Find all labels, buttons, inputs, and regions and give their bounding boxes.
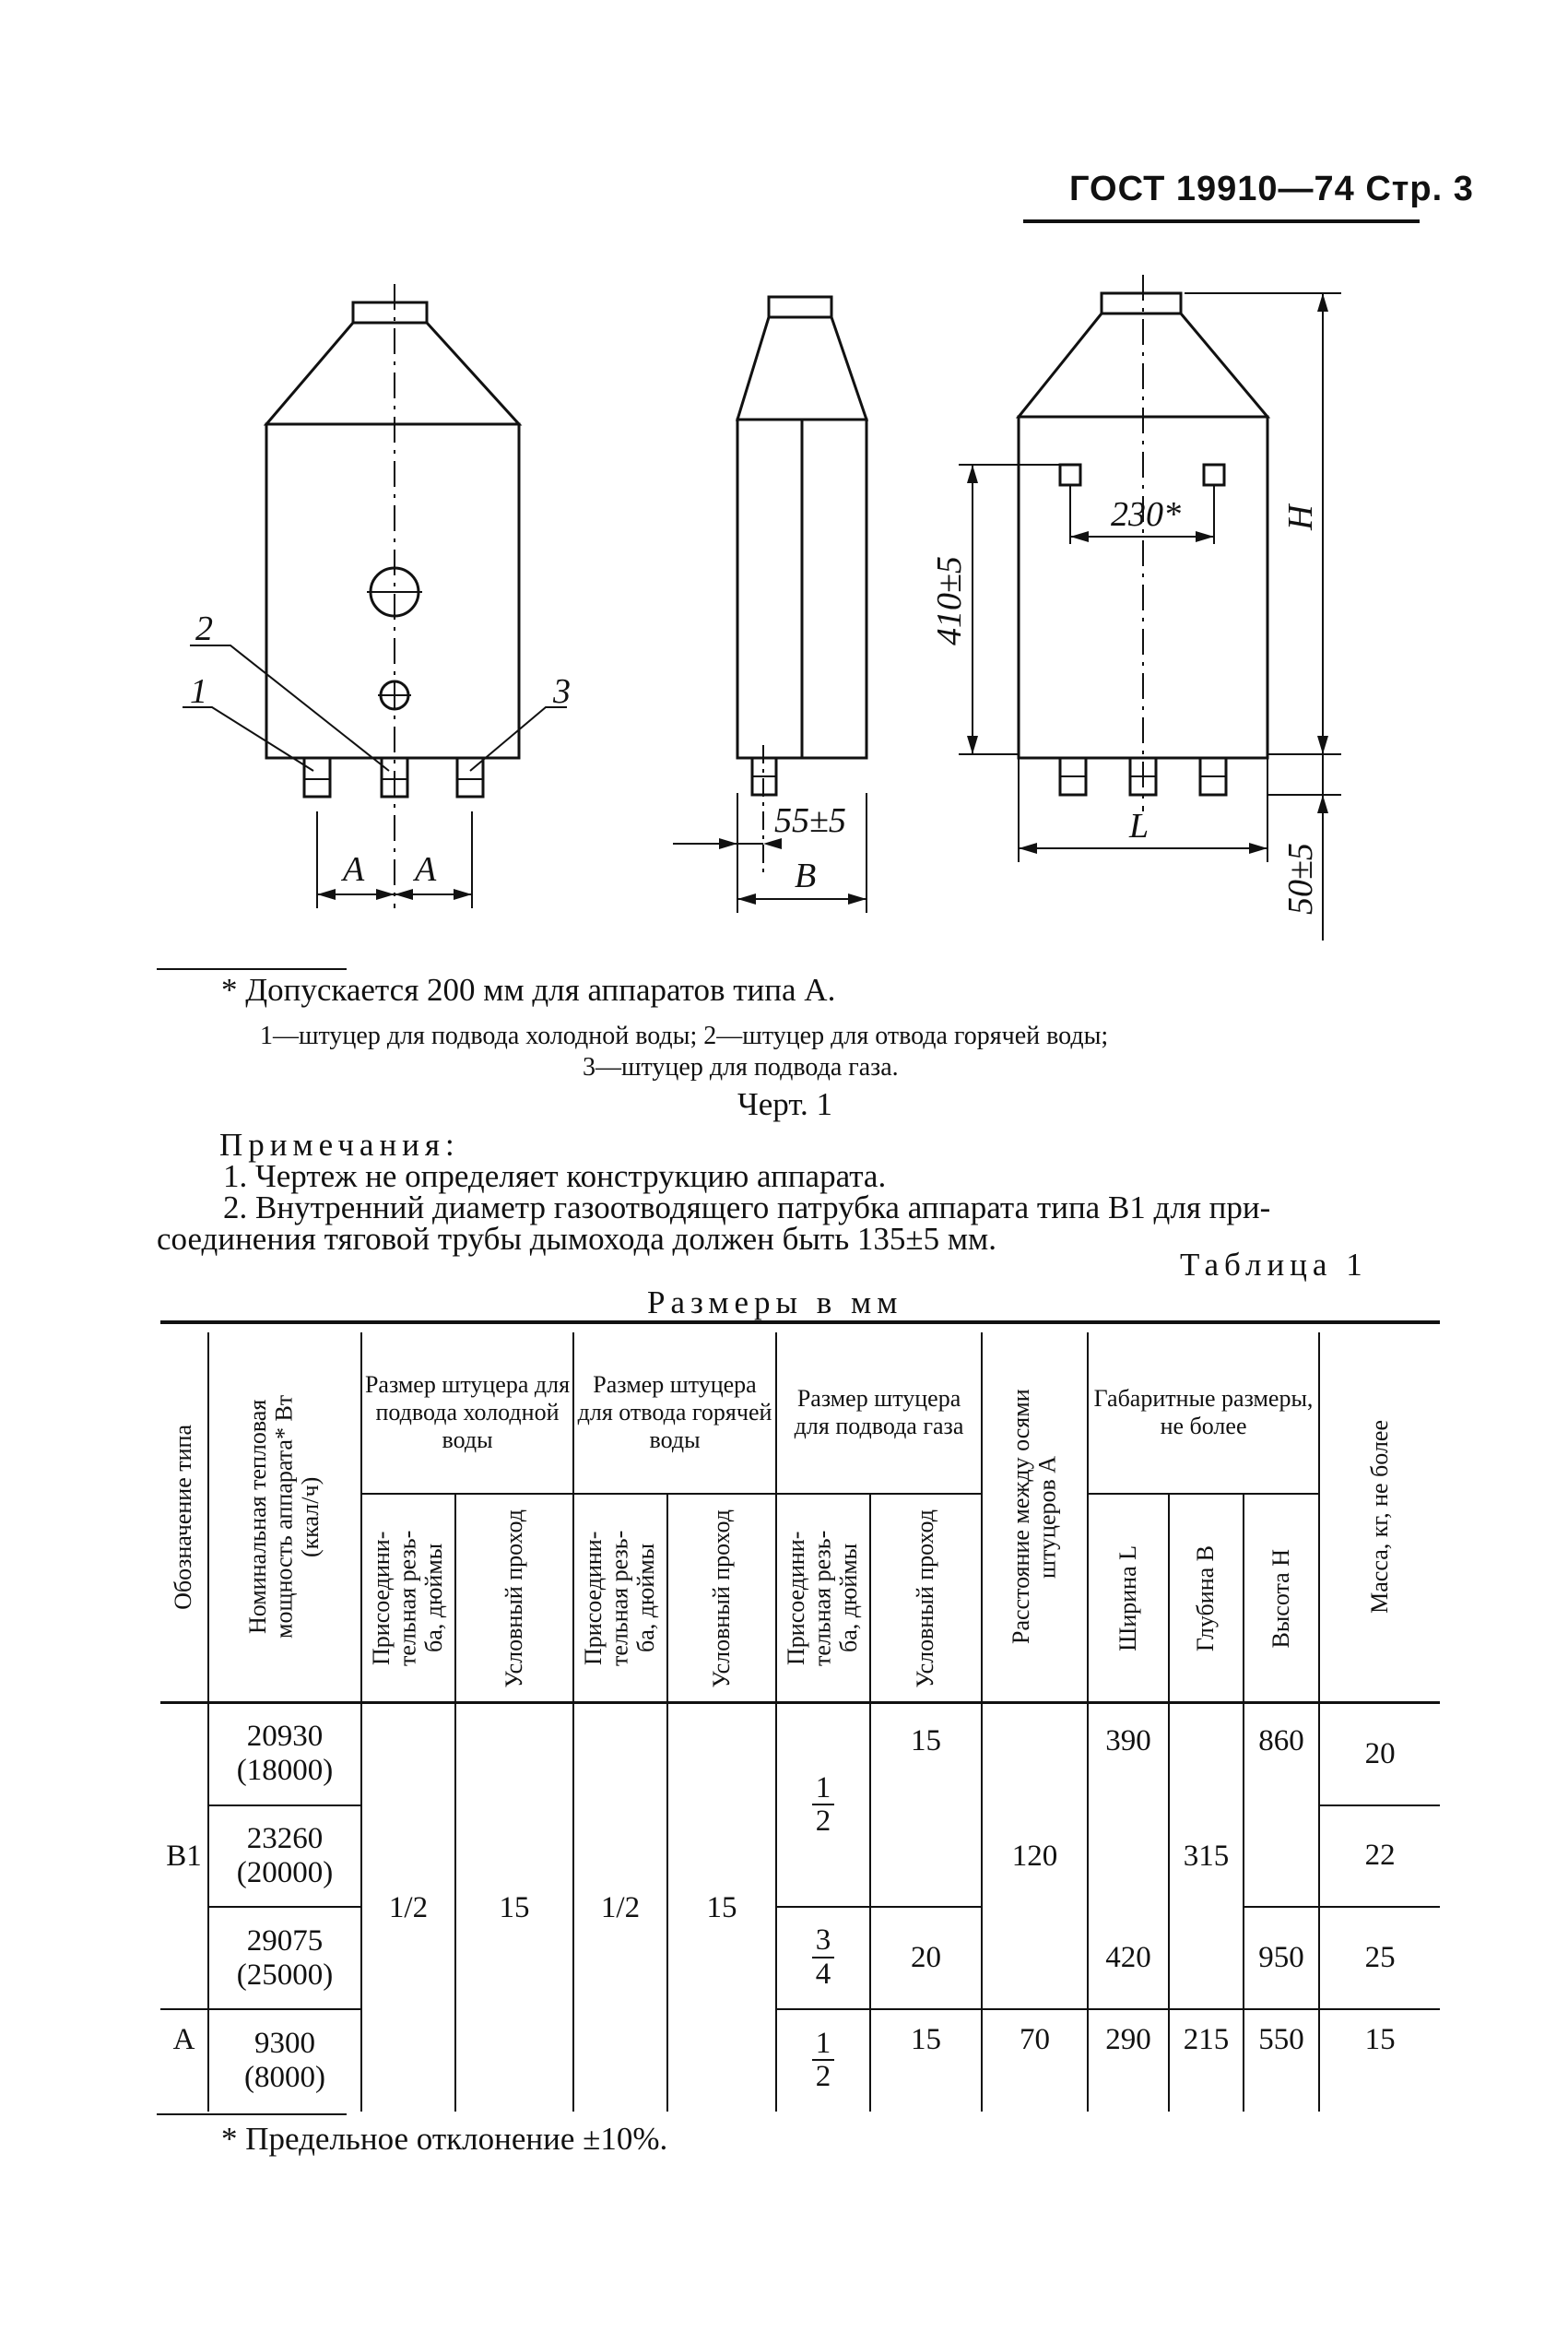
type-a: А xyxy=(160,2009,208,2112)
dim-h: H xyxy=(1281,504,1320,530)
hdr-cold-thread: Присоедини-тельная резь-ба, дюймы xyxy=(368,1530,448,1667)
table-units: Размеры в мм xyxy=(647,1284,903,1320)
notes-title: Примечания: xyxy=(219,1127,460,1163)
hdr-hot: Размер штуцера для отвода горячей воды xyxy=(577,1371,772,1454)
hdr-cold-bore: Условный проход xyxy=(500,1509,527,1688)
width-2: 420 xyxy=(1088,1907,1169,2009)
hdr-depth: Глубина B xyxy=(1192,1544,1220,1651)
hdr-power: Номинальная тепловая мощность аппарата* Вт (ккал/ч) xyxy=(244,1395,324,1639)
hdr-gas-bore: Условный проход xyxy=(912,1509,939,1688)
gas-bore-1: 15 xyxy=(870,1703,982,1908)
height-3: 550 xyxy=(1244,2009,1319,2112)
width-1: 390 xyxy=(1088,1703,1169,1908)
dim-50: 50±5 xyxy=(1281,843,1320,915)
hot-thread: 1/2 xyxy=(573,1703,667,2112)
width-3: 290 xyxy=(1088,2009,1169,2112)
note-2-line-1: 2. Внутренний диаметр газоотводящего патрубка аппарата типа В1 для при- xyxy=(223,1189,1271,1225)
figure-caption: Черт. 1 xyxy=(737,1086,832,1122)
power-4a: 9300 xyxy=(254,2027,315,2061)
power-2b: (20000) xyxy=(236,1855,334,1889)
dim-410: 410±5 xyxy=(930,556,969,645)
hdr-gas: Размер штуцера для подвода газа xyxy=(794,1385,964,1440)
callout-1: 1 xyxy=(190,672,207,711)
gas-thread-1: $\frac{1}{2}$ xyxy=(812,1772,835,1838)
hdr-gas-thread: Присоедини-тельная резь-ба, дюймы xyxy=(783,1530,863,1667)
hdr-width: Ширина L xyxy=(1114,1544,1141,1651)
mass-4: 15 xyxy=(1364,2023,1396,2057)
hdr-mass: Масса, кг, не более xyxy=(1365,1420,1393,1615)
footnote-rule-top xyxy=(157,968,347,970)
distance-b1: 120 xyxy=(982,1703,1088,2009)
type-b1: В1 xyxy=(160,1703,208,2009)
legend-line-2: 3—штуцер для подвода газа. xyxy=(583,1053,899,1082)
power-2a: 23260 xyxy=(246,1821,324,1855)
power-1a: 20930 xyxy=(246,1720,324,1754)
note-1: 1. Чертеж не определяет конструкцию аппарата. xyxy=(223,1158,887,1194)
mass-1: 20 xyxy=(1319,1703,1440,1805)
power-1b: (18000) xyxy=(236,1754,334,1788)
hdr-overall: Габаритные размеры, не более xyxy=(1093,1385,1314,1440)
technical-drawing xyxy=(0,0,1568,968)
front-view xyxy=(183,284,567,908)
callout-3: 3 xyxy=(553,672,571,711)
callout-2: 2 xyxy=(195,609,213,648)
dim-a-left: A xyxy=(343,850,365,889)
depth-1: 315 xyxy=(1169,1703,1244,2009)
hdr-distance: Расстояние между осями штуцеров A xyxy=(1007,1389,1061,1645)
mass-3: 25 xyxy=(1319,1907,1440,2009)
table-1 xyxy=(160,1332,1440,2112)
back-view xyxy=(959,275,1341,941)
gas-thread-3: $\frac{1}{2}$ xyxy=(812,2028,835,2093)
dim-a-right: A xyxy=(415,850,437,889)
depth-2: 215 xyxy=(1169,2009,1244,2112)
legend-line-1: 1—штуцер для подвода холодной воды; 2—штуцер для отвода горячей воды; xyxy=(260,1022,1109,1050)
dim-55: 55±5 xyxy=(774,801,846,840)
dim-b: B xyxy=(795,857,817,895)
hdr-height: Высота H xyxy=(1267,1548,1294,1649)
distance-a: 70 xyxy=(982,2009,1088,2112)
note-2-line-2: соединения тяговой трубы дымохода должен быть 135±5 мм. xyxy=(157,1221,996,1257)
power-4b: (8000) xyxy=(244,2061,325,2095)
power-3b: (25000) xyxy=(236,1958,334,1992)
footnote-rule-bottom xyxy=(157,2113,347,2115)
footnote-top: * Допускается 200 мм для аппаратов типа А. xyxy=(221,972,836,1008)
table-top-rule xyxy=(160,1320,1440,1324)
hdr-hot-bore: Условный проход xyxy=(707,1509,735,1688)
power-3a: 29075 xyxy=(246,1923,324,1958)
footnote-bottom: * Предельное отклонение ±10%. xyxy=(221,2121,668,2157)
cold-bore: 15 xyxy=(455,1703,573,2112)
hdr-hot-thread: Присоедини-тельная резь-ба, дюймы xyxy=(580,1530,660,1667)
height-2: 950 xyxy=(1244,1907,1319,2009)
hdr-cold: Размер штуцера для подвода холодной воды xyxy=(364,1371,571,1454)
dim-l: L xyxy=(1129,807,1149,846)
gas-thread-2: $\frac{3}{4}$ xyxy=(812,1924,835,1990)
hdr-type: Обозначение типа xyxy=(170,1424,197,1610)
gas-bore-3: 15 xyxy=(870,2009,982,2112)
dim-230: 230* xyxy=(1111,495,1181,534)
gas-bore-2: 20 xyxy=(870,1907,982,2009)
hot-bore: 15 xyxy=(667,1703,776,2112)
table-label: Таблица 1 xyxy=(1180,1247,1368,1283)
cold-thread: 1/2 xyxy=(361,1703,455,2112)
height-1: 860 xyxy=(1244,1703,1319,1908)
mass-2: 22 xyxy=(1319,1805,1440,1908)
page-header: ГОСТ 19910—74 Стр. 3 xyxy=(1069,170,1474,208)
